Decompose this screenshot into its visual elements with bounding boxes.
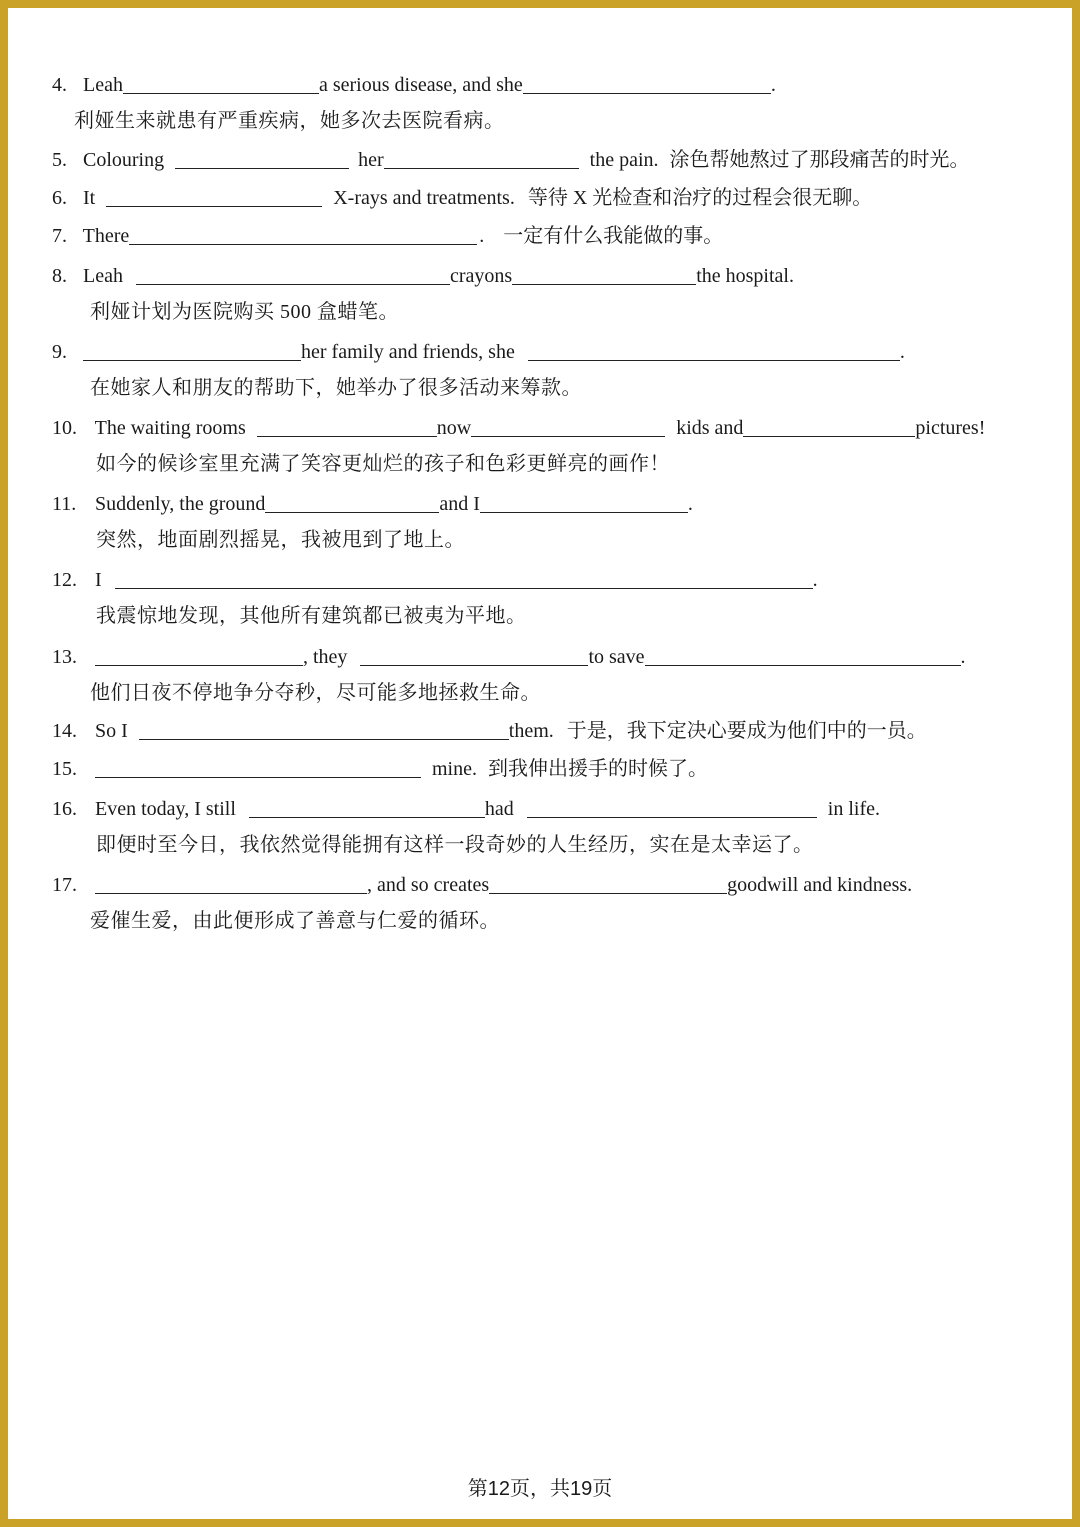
question-text: I bbox=[95, 569, 102, 591]
question-text: Colouring bbox=[83, 149, 165, 171]
question-16-translation: 即便时至今日，我依然觉得能拥有这样一段奇妙的人生经历，实在是太幸运了。 bbox=[96, 834, 814, 856]
question-6 bbox=[52, 183, 872, 213]
question-text: . bbox=[960, 646, 966, 668]
question-5-translation: 涂色帮她熬过了那段痛苦的时光。 bbox=[669, 149, 970, 171]
question-15 bbox=[52, 754, 708, 784]
question-text: . bbox=[687, 493, 693, 515]
answer-blank[interactable] bbox=[129, 224, 477, 245]
page-number-footer: 第12页，共19页 bbox=[467, 1478, 613, 1500]
answer-blank[interactable] bbox=[115, 568, 813, 589]
question-9-translation: 在她家人和朋友的帮助下，她举办了很多活动来筹款。 bbox=[90, 377, 582, 399]
answer-blank[interactable] bbox=[480, 492, 688, 513]
question-number: 7. bbox=[52, 225, 67, 247]
answer-blank[interactable] bbox=[175, 148, 349, 169]
worksheet-page bbox=[8, 8, 1072, 1519]
question-number: 13. bbox=[52, 646, 77, 668]
question-text: in life. bbox=[827, 798, 881, 820]
question-number: 9. bbox=[52, 341, 67, 363]
question-text: them. bbox=[508, 720, 554, 742]
question-number: 12. bbox=[52, 569, 77, 591]
question-number: 16. bbox=[52, 798, 77, 820]
question-text: . bbox=[479, 225, 485, 247]
question-12 bbox=[52, 565, 818, 595]
answer-blank[interactable] bbox=[523, 73, 771, 94]
answer-blank[interactable] bbox=[489, 873, 727, 894]
answer-blank[interactable] bbox=[123, 73, 319, 94]
answer-blank[interactable] bbox=[360, 645, 588, 666]
answer-blank[interactable] bbox=[257, 416, 437, 437]
answer-blank[interactable] bbox=[528, 340, 900, 361]
question-17-translation: 爱催生爱，由此便形成了善意与仁爱的循环。 bbox=[90, 910, 500, 932]
answer-blank[interactable] bbox=[83, 340, 301, 361]
question-text: . bbox=[770, 74, 776, 96]
question-text: pictures! bbox=[915, 417, 986, 439]
answer-blank[interactable] bbox=[645, 645, 961, 666]
question-11 bbox=[52, 489, 693, 519]
answer-blank[interactable] bbox=[95, 757, 421, 778]
question-text: So I bbox=[95, 720, 128, 742]
question-text: her family and friends, she bbox=[301, 341, 515, 363]
answer-blank[interactable] bbox=[384, 148, 579, 169]
question-text: Leah bbox=[83, 74, 123, 96]
answer-blank[interactable] bbox=[95, 873, 367, 894]
question-7-translation: 一定有什么我能做的事。 bbox=[503, 225, 724, 247]
question-text: X-rays and treatments. bbox=[333, 187, 515, 209]
question-text: the hospital. bbox=[696, 265, 794, 287]
question-text: . bbox=[899, 341, 905, 363]
question-number: 15. bbox=[52, 758, 77, 780]
question-text: There bbox=[82, 225, 130, 247]
question-9 bbox=[52, 337, 905, 367]
question-number: 10. bbox=[52, 417, 77, 439]
question-text: The waiting rooms bbox=[94, 417, 246, 439]
question-text: kids and bbox=[676, 417, 744, 439]
question-7 bbox=[52, 221, 723, 251]
question-text: the pain. bbox=[589, 149, 659, 171]
question-text: her bbox=[358, 149, 384, 171]
answer-blank[interactable] bbox=[249, 797, 485, 818]
question-text: Leah bbox=[83, 265, 123, 287]
question-8 bbox=[52, 261, 794, 291]
question-8-translation: 利娅计划为医院购买 500 盒蜡笔。 bbox=[90, 301, 399, 323]
question-text: now bbox=[436, 417, 472, 439]
question-13-translation: 他们日夜不停地争分夺秒，尽可能多地拯救生命。 bbox=[90, 682, 541, 704]
answer-blank[interactable] bbox=[95, 645, 303, 666]
question-10-translation: 如今的候诊室里充满了笑容更灿烂的孩子和色彩更鲜亮的画作！ bbox=[96, 453, 670, 475]
answer-blank[interactable] bbox=[106, 186, 322, 207]
answer-blank[interactable] bbox=[139, 719, 509, 740]
question-number: 5. bbox=[52, 149, 67, 171]
question-11-translation: 突然，地面剧烈摇晃，我被甩到了地上。 bbox=[96, 529, 465, 551]
question-text: , and so creates bbox=[367, 874, 490, 896]
question-text: It bbox=[83, 187, 96, 209]
answer-blank[interactable] bbox=[512, 264, 696, 285]
question-6-translation: 等待 X 光检查和治疗的过程会很无聊。 bbox=[527, 187, 873, 209]
question-text: crayons bbox=[449, 265, 513, 287]
question-text: Suddenly, the ground bbox=[95, 493, 266, 515]
question-text: goodwill and kindness. bbox=[727, 874, 913, 896]
question-number: 6. bbox=[52, 187, 67, 209]
question-text: mine. bbox=[432, 758, 477, 780]
question-15-translation: 到我伸出援手的时候了。 bbox=[488, 758, 708, 780]
question-text: and I bbox=[439, 493, 480, 515]
answer-blank[interactable] bbox=[471, 416, 665, 437]
question-number: 14. bbox=[52, 720, 77, 742]
question-text: a serious disease, and she bbox=[318, 74, 523, 96]
question-number: 17. bbox=[52, 874, 77, 896]
question-number: 8. bbox=[52, 265, 67, 287]
question-16 bbox=[52, 794, 880, 824]
question-text: to save bbox=[588, 646, 645, 668]
question-12-translation: 我震惊地发现，其他所有建筑都已被夷为平地。 bbox=[96, 605, 527, 627]
answer-blank[interactable] bbox=[265, 492, 439, 513]
question-4 bbox=[52, 70, 776, 100]
question-text: . bbox=[812, 569, 818, 591]
answer-blank[interactable] bbox=[527, 797, 817, 818]
question-text: had bbox=[484, 798, 514, 820]
question-14-translation: 于是，我下定决心要成为他们中的一员。 bbox=[566, 720, 927, 742]
question-number: 11. bbox=[52, 493, 77, 515]
question-4-translation: 利娅生来就患有严重疾病，她多次去医院看病。 bbox=[74, 110, 505, 132]
answer-blank[interactable] bbox=[743, 416, 915, 437]
question-text: , they bbox=[303, 646, 348, 668]
question-text: Even today, I still bbox=[95, 798, 236, 820]
question-13 bbox=[52, 642, 966, 672]
question-10 bbox=[52, 413, 985, 443]
answer-blank[interactable] bbox=[136, 264, 450, 285]
question-5 bbox=[52, 145, 970, 175]
question-number: 4. bbox=[52, 74, 67, 96]
question-14 bbox=[52, 716, 927, 746]
question-17 bbox=[52, 870, 912, 900]
